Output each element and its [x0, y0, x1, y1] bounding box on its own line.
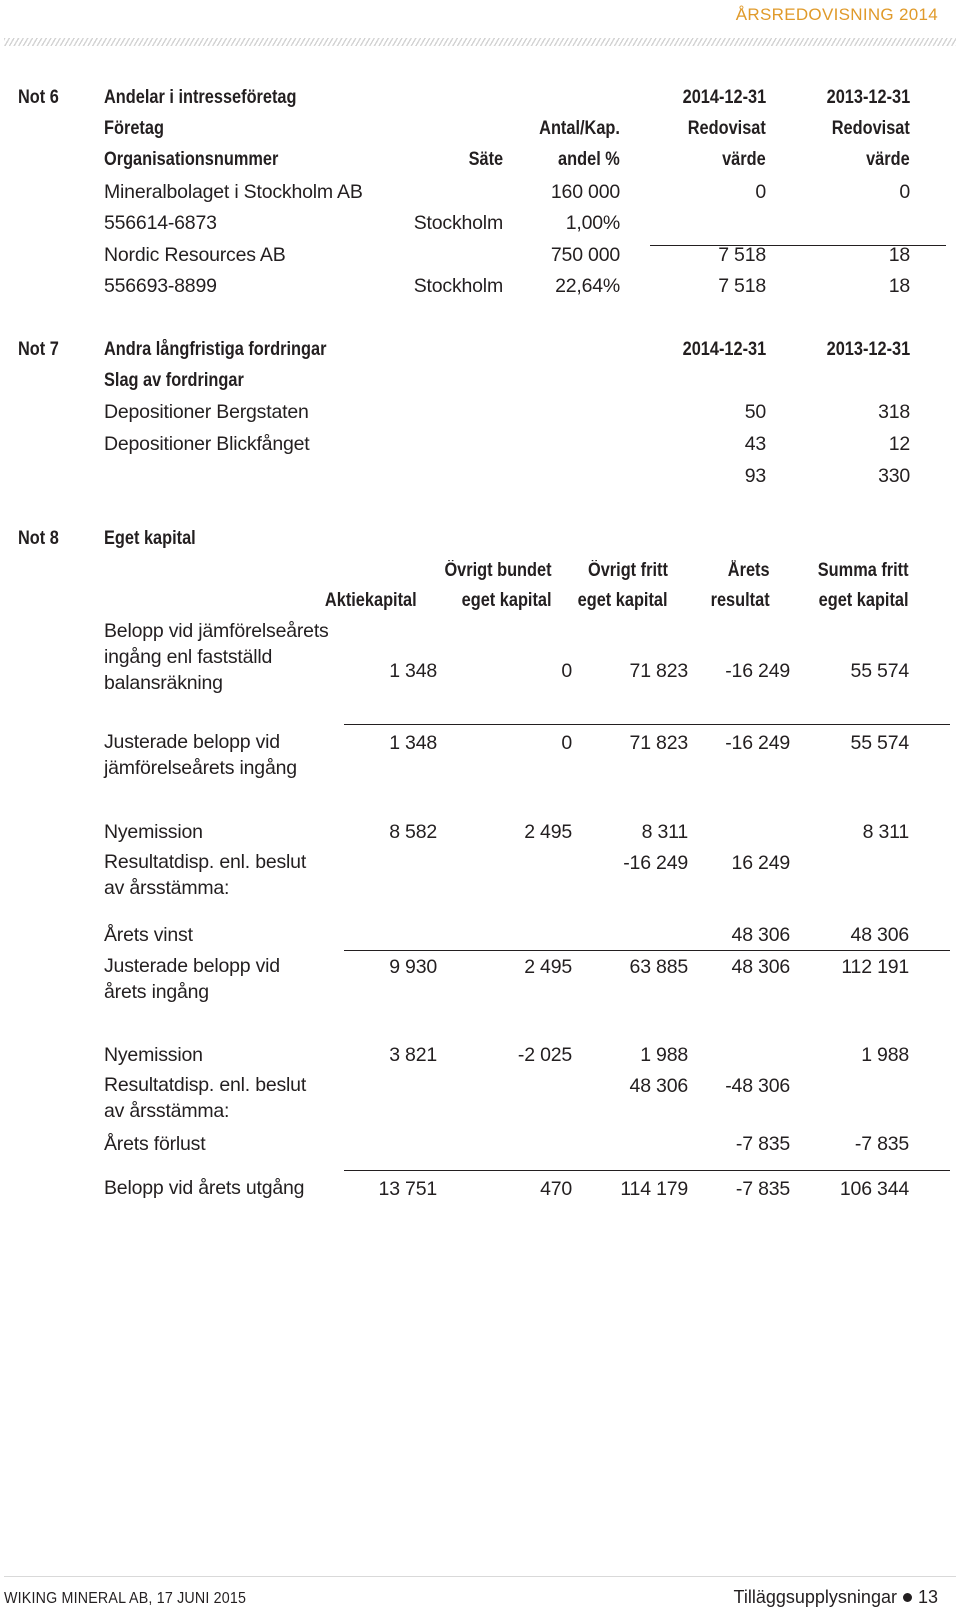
- cell-fritt: 114 179: [620, 1178, 688, 1200]
- note-7-date-2013: 2013-12-31: [826, 339, 910, 360]
- total-value-2014: 7 518: [718, 275, 766, 297]
- receivable-name: Depositioner Bergstaten: [104, 401, 309, 423]
- cell-arets: -48 306: [725, 1075, 790, 1097]
- cell-bundet: -2 025: [517, 1044, 572, 1066]
- col-header-arets: Årets: [728, 560, 770, 581]
- col-header-reported-2013: Redovisat: [831, 118, 910, 139]
- total-value-2013: 330: [878, 465, 910, 487]
- row-label-arets-forlust: Årets förlust: [104, 1133, 206, 1155]
- col-header-value-2014: värde: [722, 149, 766, 170]
- col-header-summa: Summa fritt: [818, 560, 909, 581]
- col-header-aktiekapital: Aktiekapital: [325, 590, 417, 611]
- cell-aktiekapital: 8 582: [389, 821, 437, 843]
- col-header-summa-2: eget kapital: [819, 590, 909, 611]
- note-7-label: Not 7: [18, 339, 59, 360]
- cell-summa: 48 306: [850, 924, 909, 946]
- total-value-2013: 18: [888, 275, 910, 297]
- cell-summa: 112 191: [841, 956, 909, 978]
- company-value-2013: 0: [899, 181, 910, 203]
- cell-arets: -7 835: [735, 1178, 790, 1200]
- company-share: 22,64%: [555, 275, 620, 297]
- cell-bundet: 2 495: [524, 821, 572, 843]
- cell-summa: 55 574: [850, 660, 909, 682]
- footer-company-date: WIKING MINERAL AB, 17 JUNI 2015: [4, 1590, 247, 1607]
- company-value-2014: 0: [755, 181, 766, 203]
- company-value-2013: 18: [888, 244, 910, 266]
- cell-bundet: 0: [561, 732, 572, 754]
- cell-fritt: 48 306: [629, 1075, 688, 1097]
- rule: [344, 1170, 950, 1171]
- cell-arets: 48 306: [731, 956, 790, 978]
- rule: [344, 724, 950, 725]
- cell-aktiekapital: 13 751: [378, 1178, 437, 1200]
- col-header-fritt-2: eget kapital: [578, 590, 668, 611]
- cell-arets: 48 306: [731, 924, 790, 946]
- receivable-value-2013: 318: [878, 401, 910, 423]
- receivable-value-2014: 43: [744, 433, 766, 455]
- cell-summa: 1 988: [861, 1044, 909, 1066]
- company-orgnr: 556614-6873: [104, 212, 217, 234]
- receivable-value-2014: 50: [744, 401, 766, 423]
- cell-aktiekapital: 1 348: [389, 660, 437, 682]
- receivable-name: Depositioner Blickfånget: [104, 433, 310, 455]
- note-7-title: Andra långfristiga fordringar: [104, 339, 327, 360]
- footer-section: Tilläggsupplysningar: [733, 1587, 897, 1607]
- cell-arets: 16 249: [731, 852, 790, 874]
- company-name: Mineralbolaget i Stockholm AB: [104, 181, 363, 203]
- cell-arets: -16 249: [725, 660, 790, 682]
- row-label-nyemission: Nyemission: [104, 821, 203, 843]
- row-label-arets-vinst: Årets vinst: [104, 924, 193, 946]
- col-header-reported-2014: Redovisat: [687, 118, 766, 139]
- footer-rule: [4, 1576, 956, 1577]
- cell-fritt: 71 823: [629, 660, 688, 682]
- receivable-value-2013: 12: [888, 433, 910, 455]
- bullet-icon: [903, 1593, 912, 1602]
- col-header-company: Företag: [104, 118, 164, 139]
- header-title: ÅRSREDOVISNING 2014: [735, 5, 938, 24]
- note-6-title: Andelar i intresseföretag: [104, 87, 297, 108]
- company-name: Nordic Resources AB: [104, 244, 286, 266]
- row-label-adjusted-year: Justerade belopp vid årets ingång: [104, 955, 280, 1003]
- company-count: 160 000: [550, 181, 620, 203]
- cell-aktiekapital: 1 348: [389, 732, 437, 754]
- row-label-resultatdisp: Resultatdisp. enl. beslut av årsstämma:: [104, 1074, 307, 1122]
- col-header-arets-2: resultat: [710, 590, 770, 611]
- cell-aktiekapital: 3 821: [389, 1044, 437, 1066]
- col-header-value-2013: värde: [866, 149, 910, 170]
- footer-page-info: [734, 1587, 938, 1608]
- total-value-2014: 93: [744, 465, 766, 487]
- cell-fritt: 1 988: [640, 1044, 688, 1066]
- col-header-share: andel %: [558, 149, 620, 170]
- rule: [344, 950, 950, 951]
- row-label-adjusted-prev: Justerade belopp vid jämförelseårets ingång: [104, 731, 297, 779]
- company-share: 1,00%: [565, 212, 620, 234]
- note-7-date-2014: 2014-12-31: [682, 339, 766, 360]
- header-hatch-divider: [4, 38, 956, 46]
- col-header-orgnr: Organisationsnummer: [104, 149, 279, 170]
- cell-arets: -7 835: [735, 1133, 790, 1155]
- note-8-label: Not 8: [18, 528, 59, 549]
- row-label-opening: Belopp vid jämförelseårets ingång enl fastställd balansräkning: [104, 620, 329, 694]
- cell-bundet: 470: [540, 1178, 572, 1200]
- note-7-subtitle: Slag av fordringar: [104, 370, 244, 391]
- cell-fritt: 71 823: [629, 732, 688, 754]
- company-seat: Stockholm: [413, 275, 503, 297]
- row-label-resultatdisp: Resultatdisp. enl. beslut av årsstämma:: [104, 851, 307, 899]
- cell-fritt: 8 311: [641, 821, 688, 843]
- company-count: 750 000: [550, 244, 620, 266]
- note-8-title: Eget kapital: [104, 528, 196, 549]
- cell-bundet: 2 495: [524, 956, 572, 978]
- row-label-nyemission: Nyemission: [104, 1044, 203, 1066]
- cell-aktiekapital: 9 930: [389, 956, 437, 978]
- note-6-date-2014: 2014-12-31: [682, 87, 766, 108]
- cell-bundet: 0: [561, 660, 572, 682]
- note-6-date-2013: 2013-12-31: [826, 87, 910, 108]
- col-header-fritt: Övrigt fritt: [588, 560, 668, 581]
- col-header-seat: Säte: [468, 149, 503, 170]
- cell-summa: 8 311: [862, 821, 909, 843]
- col-header-bundet-2: eget kapital: [462, 590, 552, 611]
- note-6-label: Not 6: [18, 87, 59, 108]
- company-orgnr: 556693-8899: [104, 275, 217, 297]
- company-value-2014: 7 518: [718, 244, 766, 266]
- row-label-closing: Belopp vid årets utgång: [104, 1177, 305, 1199]
- cell-fritt: -16 249: [623, 852, 688, 874]
- cell-arets: -16 249: [725, 732, 790, 754]
- col-header-bundet: Övrigt bundet: [444, 560, 552, 581]
- cell-fritt: 63 885: [629, 956, 688, 978]
- cell-summa: 55 574: [850, 732, 909, 754]
- cell-summa: 106 344: [839, 1178, 909, 1200]
- company-seat: Stockholm: [413, 212, 503, 234]
- col-header-count: Antal/Kap.: [539, 118, 620, 139]
- page-number: 13: [917, 1587, 938, 1607]
- cell-summa: -7 835: [854, 1133, 909, 1155]
